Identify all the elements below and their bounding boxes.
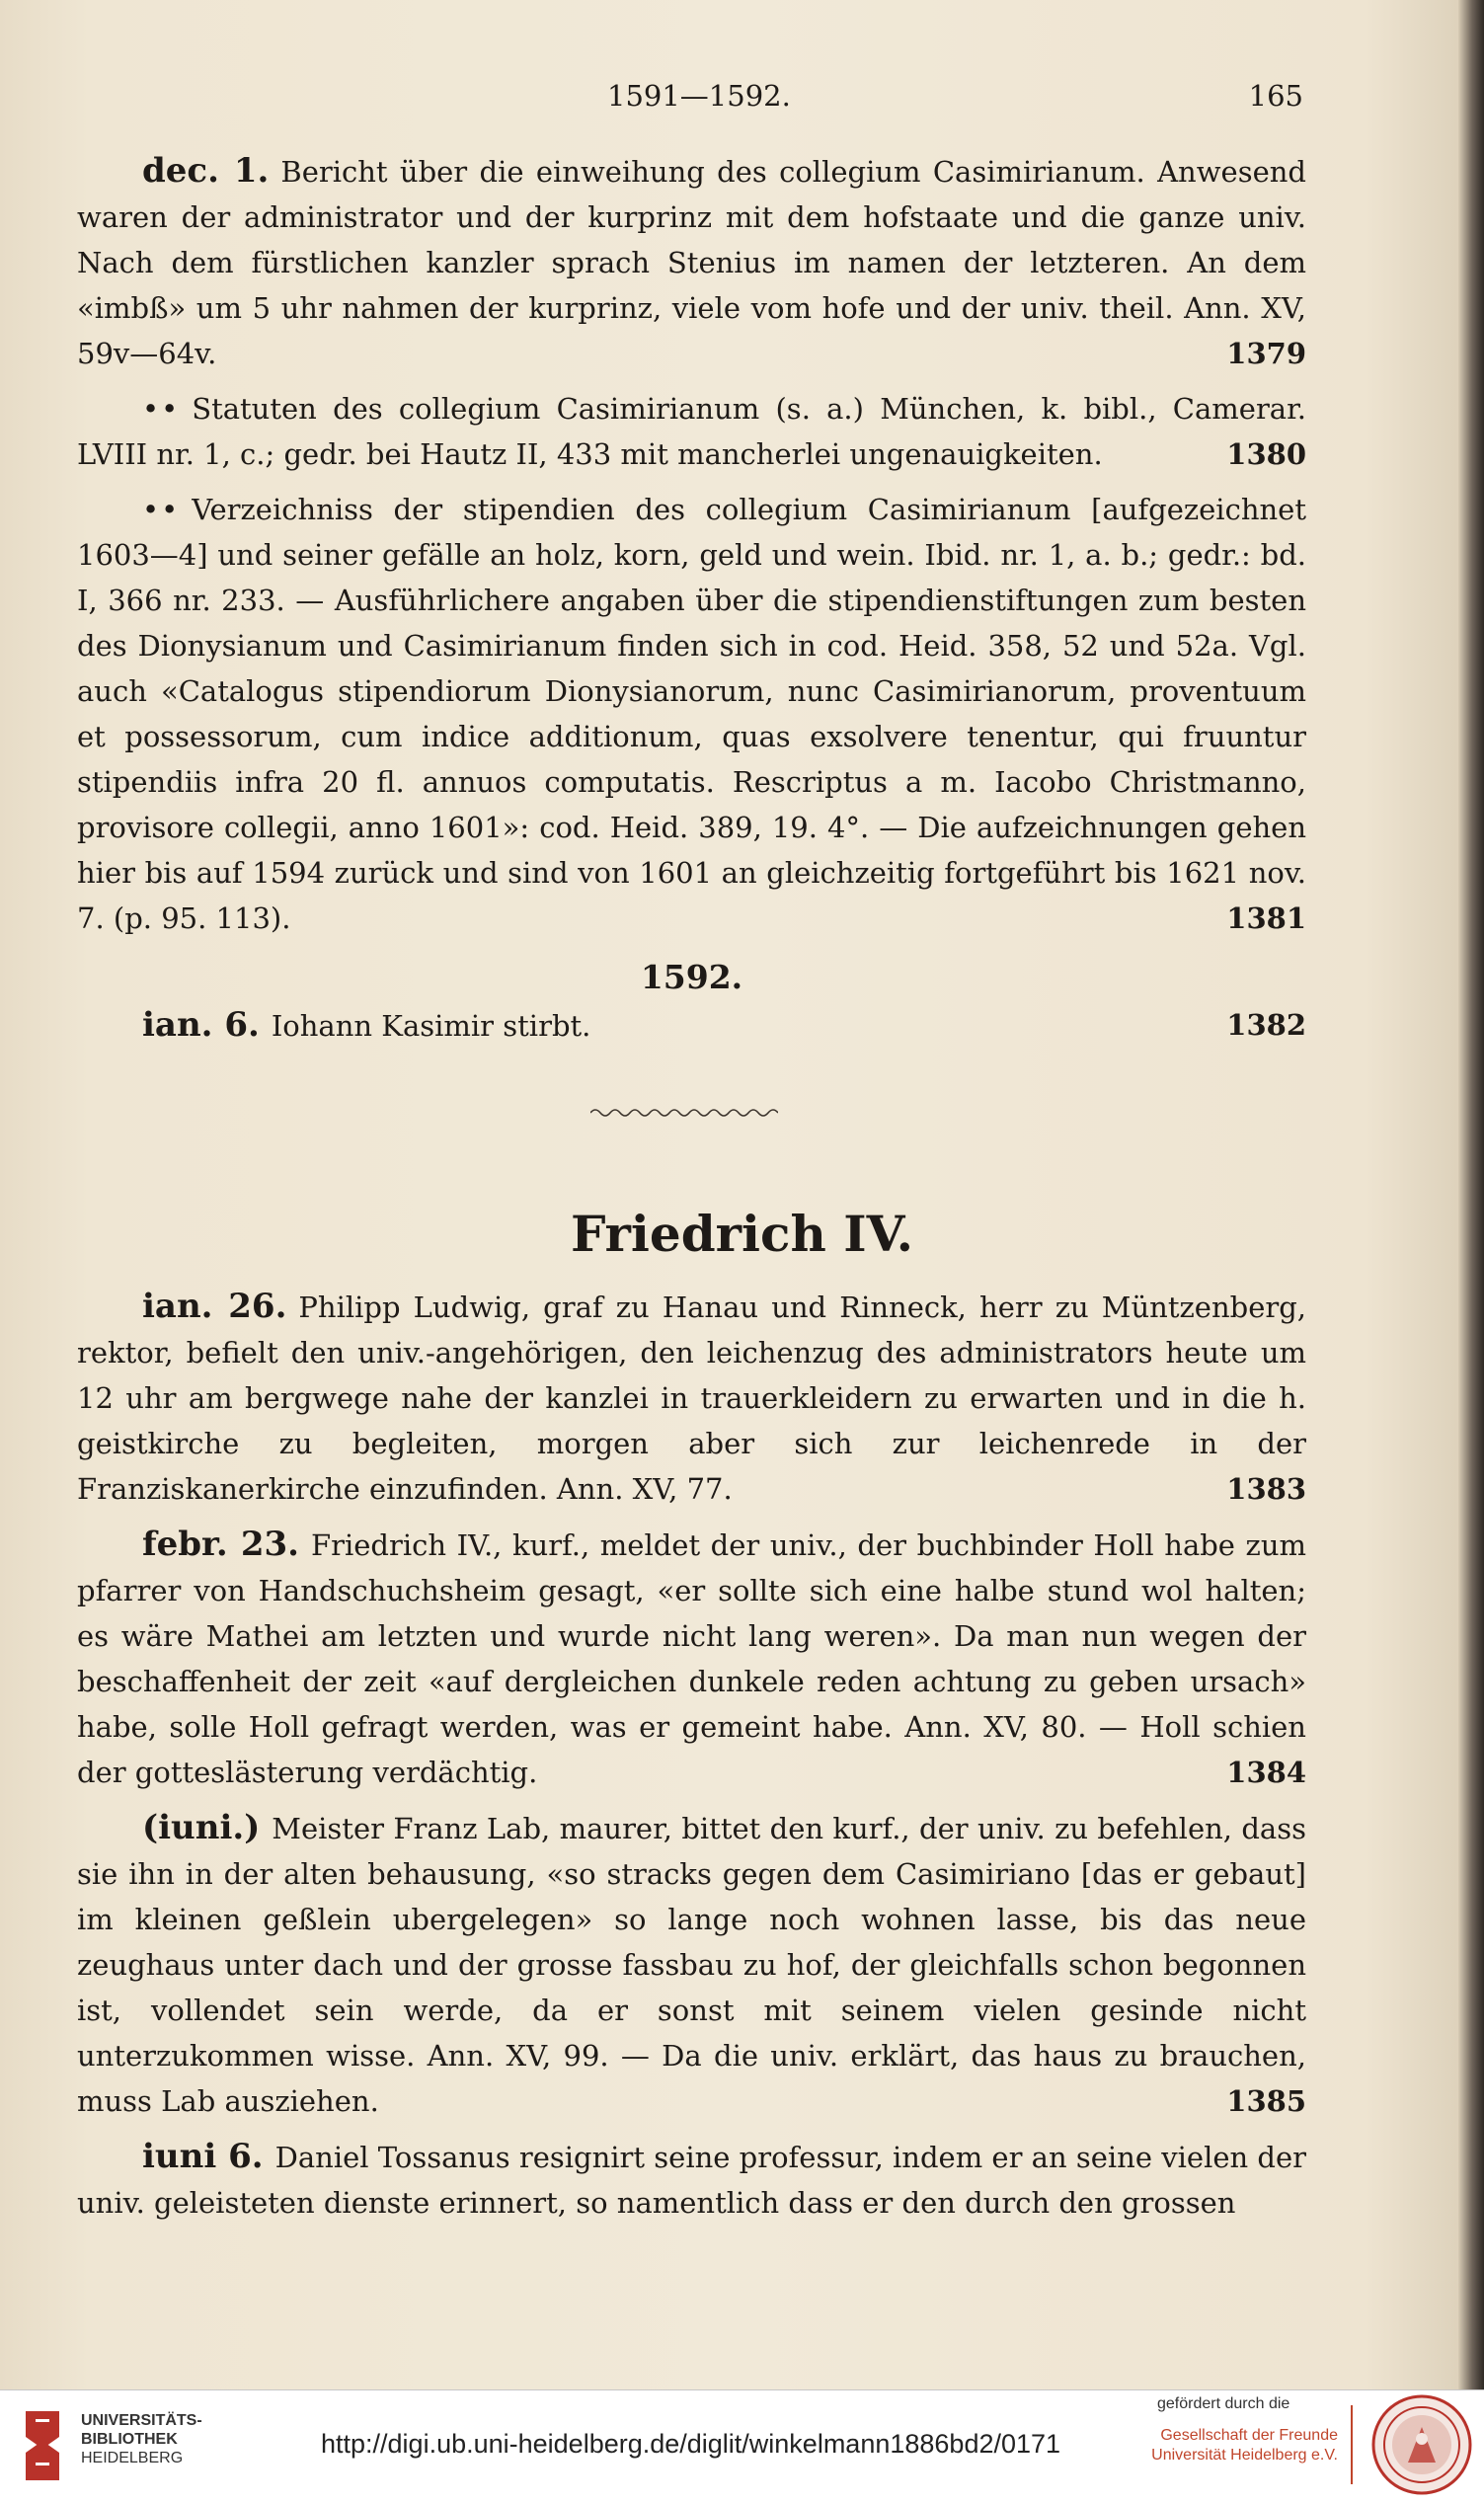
entry-text: Iohann Kasimir stirbt. <box>271 1009 591 1043</box>
entry-number: 1384 <box>1226 1756 1306 1789</box>
entry-1382 <box>77 1002 1306 1049</box>
entry-1384 <box>77 1522 1306 1795</box>
section-title: Friedrich IV. <box>570 1205 914 1263</box>
entry-date: iuni 6. <box>142 2137 264 2176</box>
entry-date: ian. 6. <box>142 1005 260 1045</box>
entry-text: Bericht über die einweihung des collegium Casimirianum. Anwesend waren der administrator und der kurprinz mit dem hofstaate und die ganze univ. Nach dem fürstlichen kanzler sprach Stenius im namen der letzteren. An dem «imbß» um 5 uhr nahmen der kurprinz, viele vom hofe und der univ. theil. Ann. XV, 59v—64v. <box>77 155 1306 370</box>
sponsor-line: Gesellschaft der Freunde <box>1160 2427 1338 2444</box>
entry-date: febr. 23. <box>142 1525 300 1564</box>
year-heading: 1592. <box>640 958 743 996</box>
entry-marks: •• <box>142 493 181 526</box>
running-header <box>69 79 1303 126</box>
entry-text: Friedrich IV., kurf., meldet der univ., der buchbinder Holl habe zum pfarrer von Handschuchsheim gesagt, «er sollte sich eine halbe stund wol halten; es wäre Mathei am letzten und wurde nicht lang weren». Da man nun wegen der beschaffenheit der zeit «auf dergleichen dunkele reden achtung zu geben ursach» habe, solle Holl gefragt werden, was er gemeint habe. Ann. XV, 80. — Holl schien der gotteslästerung verdächtig. <box>77 1528 1306 1789</box>
entry-1385 <box>77 1805 1306 2124</box>
library-name-line: HEIDELBERG <box>81 2450 184 2466</box>
library-logo-icon <box>18 2407 67 2484</box>
text-block-1591 <box>77 148 1306 1058</box>
sponsor-name <box>1151 2426 1338 2465</box>
entry-number: 1379 <box>1226 337 1306 370</box>
entry-number: 1385 <box>1226 2084 1306 2118</box>
library-name <box>81 2411 202 2467</box>
entry-date: (iuni.) <box>142 1808 261 1847</box>
entry-text: Statuten des collegium Casimirianum (s. a.) München, k. bibl., Camerar. LVIII nr. 1, c.; gedr. bei Hautz II, 433 mit mancherlei ungenauigkeiten. <box>77 392 1306 471</box>
entry-date: ian. 26. <box>142 1287 287 1326</box>
entry-date: dec. 1. <box>142 151 270 191</box>
entry-text: Daniel Tossanus resignirt seine professur, indem er an seine vielen der univ. geleisteten dienste erinnert, so namentlich dass er den durch den grossen <box>77 2141 1306 2220</box>
seal-icon <box>1370 2393 1473 2496</box>
entry-text: Verzeichniss der stipendien des collegium Casimirianum [aufgezeichnet 1603—4] und seiner gefälle an holz, korn, geld und wein. Ibid. nr. 1, a. b.; gedr.: bd. I, 366 nr. 233. — Ausführlichere angaben über die stipendienstiftungen zum besten des Dionysianum und Casimirianum finden sich in cod. Heid. 358, 52 und 52a. Vgl. auch «Catalogus stipendiorum Dionysianorum, nunc Casimirianorum, proventuum et possessorum, cum indice additionum, quas exsolvere tenentur, qui fruuntur stipendiis infra 20 fl. annuos computatis. Rescriptus a m. Iacobo Christmanno, provisore collegii, anno 1601»: cod. Heid. 389, 19. 4°. — Die aufzeichnungen gehen hier bis auf 1594 zurück und sind von 1601 an gleichzeitig fortgeführt bis 1621 nov. 7. (p. 95. 113). <box>77 493 1306 935</box>
entry-text: Meister Franz Lab, maurer, bittet den kurf., der univ. zu befehlen, dass sie ihn in der alten behausung, «so stracks gegen dem Casimiriano [das er gebaut] im kleinen geßlein ubergelegen» so lange noch wohnen lasse, bis das neue zeughaus unter dach und der grosse fassbau zu hof, der gleichfalls schon begonnen ist, vollendet sein werde, da er sonst mit seinem vielen gesinde nicht unterzukommen wisse. Ann. XV, 99. — Da die univ. erklärt, das haus zu brauchen, muss Lab ausziehen. <box>77 1812 1306 2118</box>
entry-1381 <box>77 487 1306 941</box>
entry-text: Philipp Ludwig, graf zu Hanau und Rinneck, herr zu Müntzenberg, rektor, befielt den univ.-angehörigen, den leichenzug des administrators heute um 12 uhr am bergwege nahe der kanzlei in trauerkleidern zu erwarten und in die h. geistkirche zu begleiten, morgen aber sich zur leichenrede in der Franziskanerkirche einzufinden. Ann. XV, 77. <box>77 1291 1306 1506</box>
sponsor-label: gefördert durch die <box>1157 2395 1290 2412</box>
ornament-divider <box>590 1106 778 1120</box>
sponsor-line: Universität Heidelberg e.V. <box>1151 2447 1338 2464</box>
permalink-url[interactable]: http://digi.ub.uni-heidelberg.de/diglit/winkelmann1886bd2/0171 <box>321 2429 1061 2459</box>
sponsor-divider <box>1351 2405 1353 2484</box>
entry-number: 1382 <box>1226 1008 1306 1042</box>
entry-marks: •• <box>142 392 181 426</box>
entry-number: 1383 <box>1226 1472 1306 1506</box>
entry-1380 <box>77 386 1306 477</box>
text-block-friedrich <box>77 1284 1306 2235</box>
entry-1383 <box>77 1284 1306 1512</box>
page-edge <box>1458 0 1484 2389</box>
page-number: 165 <box>1248 79 1303 113</box>
entry-number: 1380 <box>1226 437 1306 471</box>
library-name-line: BIBLIOTHEK <box>81 2431 178 2448</box>
entry-1379 <box>77 148 1306 376</box>
entry-number: 1381 <box>1226 901 1306 935</box>
library-name-line: UNIVERSITÄTS- <box>81 2412 202 2429</box>
header-year-range: 1591—1592. <box>607 79 791 113</box>
entry-iuni-6 <box>77 2134 1306 2226</box>
